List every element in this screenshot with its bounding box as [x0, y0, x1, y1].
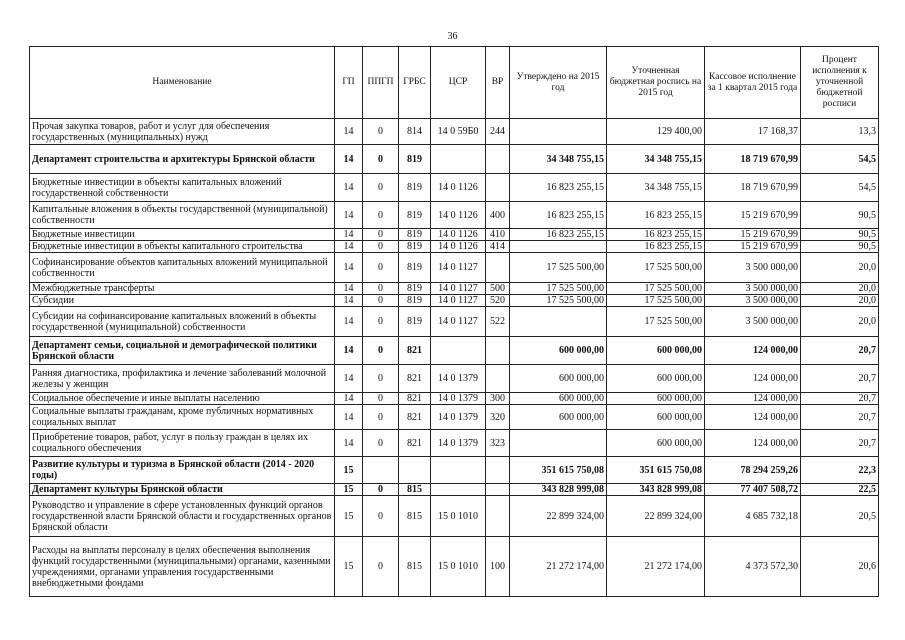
- table-row: [30, 307, 879, 337]
- cell-percent: 54,5: [801, 174, 879, 202]
- cell-percent: 20,0: [801, 283, 879, 295]
- header-gp: ГП: [335, 47, 363, 119]
- cell-name: Межбюджетные трансферты: [30, 283, 335, 295]
- cell-percent: 22,3: [801, 457, 879, 484]
- cell-refined: 16 823 255,15: [607, 241, 705, 253]
- cell-approved: 16 823 255,15: [510, 174, 607, 202]
- cell-name: Ранняя диагностика, профилактика и лечение заболеваний молочной железы у женщин: [30, 365, 335, 393]
- table-row: [30, 174, 879, 202]
- cell-vr: 323: [486, 430, 510, 457]
- header-grbs: ГРБС: [399, 47, 431, 119]
- cell-name: Бюджетные инвестиции в объекты капитальных вложений государственной собственности: [30, 174, 335, 202]
- cell-name: Прочая закупка товаров, работ и услуг для обеспечения государственных (муниципальных) нужд: [30, 119, 335, 145]
- cell-percent: 20,7: [801, 365, 879, 393]
- cell-ppgp: 0: [363, 145, 399, 174]
- cell-csr: 15 0 1010: [431, 537, 486, 597]
- cell-grbs: 815: [399, 484, 431, 496]
- cell-ppgp: [363, 457, 399, 484]
- cell-refined: 34 348 755,15: [607, 145, 705, 174]
- cell-csr: 14 0 1379: [431, 365, 486, 393]
- cell-vr: 410: [486, 229, 510, 241]
- cell-vr: [486, 365, 510, 393]
- cell-vr: [486, 484, 510, 496]
- cell-approved: 16 823 255,15: [510, 229, 607, 241]
- cell-ppgp: 0: [363, 496, 399, 537]
- cell-csr: 14 0 1379: [431, 393, 486, 405]
- table-row: [30, 295, 879, 307]
- cell-vr: 400: [486, 202, 510, 229]
- cell-gp: 15: [335, 457, 363, 484]
- cell-gp: 14: [335, 337, 363, 365]
- cell-grbs: 819: [399, 145, 431, 174]
- cell-gp: 14: [335, 295, 363, 307]
- cell-name: Социальное обеспечение и иные выплаты населению: [30, 393, 335, 405]
- cell-vr: 244: [486, 119, 510, 145]
- cell-approved: [510, 241, 607, 253]
- table-row: [30, 145, 879, 174]
- cell-percent: 13,3: [801, 119, 879, 145]
- cell-percent: 20,7: [801, 405, 879, 430]
- cell-cash: 77 407 508,72: [705, 484, 801, 496]
- cell-ppgp: 0: [363, 295, 399, 307]
- cell-percent: 20,7: [801, 337, 879, 365]
- cell-name: Бюджетные инвестиции: [30, 229, 335, 241]
- table-row: [30, 457, 879, 484]
- cell-grbs: 819: [399, 202, 431, 229]
- cell-ppgp: 0: [363, 202, 399, 229]
- cell-name: Субсидии на софинансирование капитальных вложений в объекты государственной (муниципальной) собственности: [30, 307, 335, 337]
- cell-name: Социальные выплаты гражданам, кроме публичных нормативных социальных выплат: [30, 405, 335, 430]
- page-number: 36: [447, 31, 458, 42]
- cell-gp: 15: [335, 537, 363, 597]
- cell-csr: 14 0 1127: [431, 295, 486, 307]
- cell-name: Субсидии: [30, 295, 335, 307]
- cell-grbs: 821: [399, 337, 431, 365]
- cell-vr: 414: [486, 241, 510, 253]
- cell-csr: 14 0 1126: [431, 229, 486, 241]
- header-approved: Утверждено на 2015 год: [510, 47, 607, 119]
- cell-percent: 90,5: [801, 241, 879, 253]
- cell-refined: 129 400,00: [607, 119, 705, 145]
- cell-percent: 20,7: [801, 393, 879, 405]
- cell-cash: 18 719 670,99: [705, 145, 801, 174]
- cell-vr: [486, 253, 510, 283]
- cell-cash: 4 373 572,30: [705, 537, 801, 597]
- cell-grbs: 821: [399, 405, 431, 430]
- cell-name: Развитие культуры и туризма в Брянской области (2014 - 2020 годы): [30, 457, 335, 484]
- cell-ppgp: 0: [363, 229, 399, 241]
- cell-grbs: 821: [399, 393, 431, 405]
- cell-csr: 15 0 1010: [431, 496, 486, 537]
- cell-gp: 14: [335, 430, 363, 457]
- table-row: [30, 337, 879, 365]
- cell-cash: 15 219 670,99: [705, 202, 801, 229]
- cell-name: Софинансирование объектов капитальных вложений муниципальной собственности: [30, 253, 335, 283]
- cell-ppgp: 0: [363, 174, 399, 202]
- cell-gp: 14: [335, 253, 363, 283]
- cell-csr: [431, 484, 486, 496]
- cell-ppgp: 0: [363, 365, 399, 393]
- cell-approved: 351 615 750,08: [510, 457, 607, 484]
- cell-vr: [486, 457, 510, 484]
- table-row: [30, 202, 879, 229]
- cell-gp: 14: [335, 365, 363, 393]
- cell-cash: 18 719 670,99: [705, 174, 801, 202]
- cell-cash: 3 500 000,00: [705, 295, 801, 307]
- cell-percent: 20,7: [801, 430, 879, 457]
- cell-gp: 14: [335, 202, 363, 229]
- cell-cash: 4 685 732,18: [705, 496, 801, 537]
- cell-approved: 17 525 500,00: [510, 295, 607, 307]
- table-row: [30, 496, 879, 537]
- cell-approved: 600 000,00: [510, 405, 607, 430]
- cell-refined: 600 000,00: [607, 393, 705, 405]
- cell-cash: 124 000,00: [705, 405, 801, 430]
- table-row: [30, 405, 879, 430]
- cell-csr: 14 0 1379: [431, 430, 486, 457]
- cell-vr: 520: [486, 295, 510, 307]
- cell-name: Департамент культуры Брянской области: [30, 484, 335, 496]
- cell-percent: 20,5: [801, 496, 879, 537]
- table-header-row: [30, 47, 879, 119]
- cell-refined: 17 525 500,00: [607, 253, 705, 283]
- cell-refined: 16 823 255,15: [607, 202, 705, 229]
- cell-vr: [486, 337, 510, 365]
- cell-gp: 14: [335, 307, 363, 337]
- cell-grbs: 819: [399, 295, 431, 307]
- table-row: [30, 365, 879, 393]
- cell-gp: 15: [335, 484, 363, 496]
- cell-approved: 17 525 500,00: [510, 283, 607, 295]
- cell-approved: [510, 119, 607, 145]
- cell-gp: 14: [335, 145, 363, 174]
- cell-ppgp: 0: [363, 484, 399, 496]
- cell-grbs: 814: [399, 119, 431, 145]
- cell-approved: 21 272 174,00: [510, 537, 607, 597]
- cell-refined: 600 000,00: [607, 337, 705, 365]
- cell-grbs: 819: [399, 241, 431, 253]
- table-row: [30, 229, 879, 241]
- cell-refined: 600 000,00: [607, 405, 705, 430]
- table-row: [30, 484, 879, 496]
- cell-gp: 14: [335, 229, 363, 241]
- cell-cash: 3 500 000,00: [705, 283, 801, 295]
- cell-grbs: 815: [399, 496, 431, 537]
- cell-csr: 14 0 1126: [431, 202, 486, 229]
- cell-csr: 14 0 1126: [431, 241, 486, 253]
- cell-cash: 15 219 670,99: [705, 229, 801, 241]
- header-cash: Кассовое исполнение за 1 квартал 2015 года: [705, 47, 801, 119]
- cell-grbs: 819: [399, 253, 431, 283]
- cell-approved: 17 525 500,00: [510, 253, 607, 283]
- cell-csr: [431, 457, 486, 484]
- cell-grbs: 819: [399, 229, 431, 241]
- cell-gp: 14: [335, 174, 363, 202]
- cell-cash: 78 294 259,26: [705, 457, 801, 484]
- cell-name: Департамент строительства и архитектуры Брянской области: [30, 145, 335, 174]
- cell-grbs: 815: [399, 537, 431, 597]
- cell-csr: [431, 145, 486, 174]
- cell-percent: 20,6: [801, 537, 879, 597]
- cell-vr: [486, 174, 510, 202]
- cell-refined: 17 525 500,00: [607, 307, 705, 337]
- cell-approved: 600 000,00: [510, 337, 607, 365]
- cell-gp: 14: [335, 241, 363, 253]
- cell-refined: 351 615 750,08: [607, 457, 705, 484]
- cell-grbs: 821: [399, 430, 431, 457]
- table-row: [30, 119, 879, 145]
- cell-cash: 124 000,00: [705, 337, 801, 365]
- cell-grbs: 821: [399, 365, 431, 393]
- header-csr: ЦСР: [431, 47, 486, 119]
- cell-refined: 16 823 255,15: [607, 229, 705, 241]
- cell-approved: 34 348 755,15: [510, 145, 607, 174]
- header-refined: Уточненная бюджетная роспись на 2015 год: [607, 47, 705, 119]
- cell-refined: 17 525 500,00: [607, 295, 705, 307]
- cell-name: Руководство и управление в сфере установленных функций органов государственной власти Брянской области и государственных органов Брянской области: [30, 496, 335, 537]
- cell-cash: 124 000,00: [705, 430, 801, 457]
- table-row: [30, 430, 879, 457]
- budget-table: [29, 46, 879, 597]
- cell-csr: 14 0 1127: [431, 253, 486, 283]
- cell-ppgp: 0: [363, 405, 399, 430]
- cell-ppgp: 0: [363, 307, 399, 337]
- table-row: [30, 393, 879, 405]
- cell-refined: 34 348 755,15: [607, 174, 705, 202]
- cell-refined: 17 525 500,00: [607, 283, 705, 295]
- cell-ppgp: 0: [363, 430, 399, 457]
- cell-cash: 17 168,37: [705, 119, 801, 145]
- cell-refined: 21 272 174,00: [607, 537, 705, 597]
- cell-gp: 15: [335, 496, 363, 537]
- cell-percent: 20,0: [801, 295, 879, 307]
- cell-ppgp: 0: [363, 253, 399, 283]
- cell-percent: 20,0: [801, 307, 879, 337]
- cell-cash: 15 219 670,99: [705, 241, 801, 253]
- cell-ppgp: 0: [363, 337, 399, 365]
- table-row: [30, 253, 879, 283]
- cell-percent: 90,5: [801, 229, 879, 241]
- cell-vr: 320: [486, 405, 510, 430]
- cell-cash: 3 500 000,00: [705, 253, 801, 283]
- cell-csr: 14 0 59Б0: [431, 119, 486, 145]
- cell-vr: 522: [486, 307, 510, 337]
- cell-approved: [510, 307, 607, 337]
- cell-approved: [510, 430, 607, 457]
- cell-ppgp: 0: [363, 241, 399, 253]
- header-name: Наименование: [30, 47, 335, 119]
- cell-name: Капитальные вложения в объекты государственной (муниципальной) собственности: [30, 202, 335, 229]
- cell-cash: 124 000,00: [705, 393, 801, 405]
- cell-refined: 343 828 999,08: [607, 484, 705, 496]
- cell-csr: 14 0 1379: [431, 405, 486, 430]
- cell-percent: 90,5: [801, 202, 879, 229]
- table-row: [30, 537, 879, 597]
- cell-percent: 22,5: [801, 484, 879, 496]
- cell-name: Приобретение товаров, работ, услуг в пользу граждан в целях их социального обеспечения: [30, 430, 335, 457]
- cell-gp: 14: [335, 405, 363, 430]
- cell-grbs: [399, 457, 431, 484]
- cell-cash: 124 000,00: [705, 365, 801, 393]
- table-row: [30, 283, 879, 295]
- cell-refined: 22 899 324,00: [607, 496, 705, 537]
- cell-vr: 100: [486, 537, 510, 597]
- cell-csr: 14 0 1127: [431, 283, 486, 295]
- cell-vr: [486, 496, 510, 537]
- cell-name: Расходы на выплаты персоналу в целях обеспечения выполнения функций государственными (муниципальными) органами, казенными учреждениями, органами управления государственными внебюджетными фондами: [30, 537, 335, 597]
- cell-approved: 22 899 324,00: [510, 496, 607, 537]
- cell-cash: 3 500 000,00: [705, 307, 801, 337]
- cell-csr: [431, 337, 486, 365]
- cell-approved: 343 828 999,08: [510, 484, 607, 496]
- cell-approved: 600 000,00: [510, 365, 607, 393]
- header-percent: Процент исполнения к уточненной бюджетной росписи: [801, 47, 879, 119]
- cell-percent: 54,5: [801, 145, 879, 174]
- cell-vr: 500: [486, 283, 510, 295]
- cell-grbs: 819: [399, 174, 431, 202]
- cell-gp: 14: [335, 119, 363, 145]
- cell-csr: 14 0 1127: [431, 307, 486, 337]
- cell-ppgp: 0: [363, 283, 399, 295]
- cell-percent: 20,0: [801, 253, 879, 283]
- cell-approved: 600 000,00: [510, 393, 607, 405]
- cell-gp: 14: [335, 283, 363, 295]
- cell-ppgp: 0: [363, 393, 399, 405]
- cell-gp: 14: [335, 393, 363, 405]
- cell-vr: [486, 145, 510, 174]
- cell-ppgp: 0: [363, 119, 399, 145]
- header-ppgp: ППГП: [363, 47, 399, 119]
- cell-grbs: 819: [399, 307, 431, 337]
- cell-grbs: 819: [399, 283, 431, 295]
- table-row: [30, 241, 879, 253]
- header-vr: ВР: [486, 47, 510, 119]
- cell-refined: 600 000,00: [607, 365, 705, 393]
- cell-approved: 16 823 255,15: [510, 202, 607, 229]
- cell-vr: 300: [486, 393, 510, 405]
- cell-refined: 600 000,00: [607, 430, 705, 457]
- cell-name: Департамент семьи, социальной и демографической политики Брянской области: [30, 337, 335, 365]
- cell-csr: 14 0 1126: [431, 174, 486, 202]
- cell-ppgp: 0: [363, 537, 399, 597]
- cell-name: Бюджетные инвестиции в объекты капитального строительства: [30, 241, 335, 253]
